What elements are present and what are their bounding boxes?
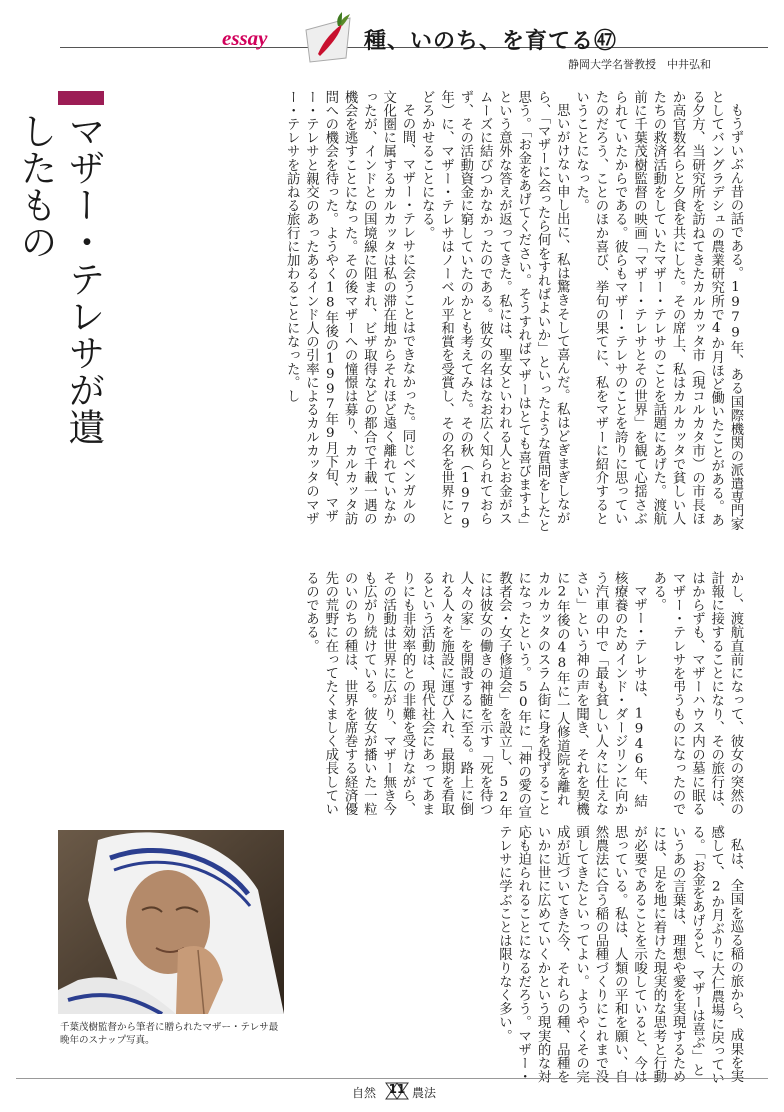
paragraph: その間、マザー・テレサに会うことはできなかった。同じベンガルの文化圏に属するカルカッタは私の滞在地からそれほど遠く離れていなかったが、インドとの国境線に阻まれ、ビザ取得などの都合で千載一遇の機会を逃すことになった。その後マザーへの憧憬は募り、カルカッタ訪問への機会を待った。ようやく18年後の1997年9月下旬、マザー・テレサと親交のあったあるインド人の引率によるカルカッタのマザー・テレサを訪ねる旅行に加わることになった。し bbox=[284, 90, 415, 526]
photo-caption: 千葉茂樹監督から筆者に贈られたマザー・テレサ最晩年のスナップ写真。 bbox=[60, 1022, 279, 1046]
article-title: マザー・テレサが遺したもの bbox=[14, 112, 105, 445]
article-body-block-3 bbox=[295, 825, 745, 1085]
seedling-logo-icon bbox=[302, 10, 358, 66]
mother-teresa-photo bbox=[58, 830, 284, 1014]
paragraph: かし、渡航直前になって、彼女の突然の計報に接することになり、その旅行は、はからずも、マザーハウス内の墓に眠るマザー・テレサを弔うものになったのである。 bbox=[650, 571, 743, 816]
photo-illustration bbox=[58, 830, 284, 1014]
paragraph: 私は、全国を巡る稲の旅から、成果を実感して、2か月ぶりに大仁農場に戻っている。「お金をあげると、マザーは喜ぶ」というあの言葉は、理想や愛を実現するためには、足を地に着けた現実的な思考と行動が必要であることを示唆していると、今は思っている。私は、人類の平和を願い、自然農法に合う稲の品種づくりにこれまで没頭してきたといってよい。ようやくその完成が近づいてきた今、それらの種、品種をいかに世に広めていくかという現実的な対応も迫られることになるだろう。マザー・テレサに学ぶことは限りなく多い。 bbox=[496, 825, 743, 1085]
article-body-block-2 bbox=[92, 571, 745, 819]
title-accent-bar bbox=[58, 91, 104, 105]
paragraph: 思いがけない申し出に、私は驚きそして喜んだ。私はどぎまぎしながら、「マザーに会ったら何をすればよいか」といったような質問をしたと思う。「お金をあげてください。そうすればマザーはとても喜びますよ」という意外な答えが返ってきた。私には、聖女といわれる人とお金がスムーズに結びつかなかったのである。彼女の名はなお広く知られておらず、その活動資金に窮していたのかとも考えてみた。その秋（1979年）に、マザー・テレサはノーベル平和賞を受賞し、その名を世界にとどろかせることになる。 bbox=[419, 90, 570, 533]
footer-magazine-name-right: 農法 bbox=[412, 1086, 437, 1100]
footer-magazine-name-left: 自然 bbox=[352, 1086, 377, 1100]
page-number: 11 bbox=[388, 1082, 406, 1096]
author-byline: 静岡大学名誉教授 中井弘和 bbox=[568, 58, 711, 71]
footer-rule bbox=[16, 1078, 768, 1079]
article-body-block-1 bbox=[108, 90, 745, 538]
paragraph: マザー・テレサは、1946年、結核療養のためインド・ダージリンに向かう汽車の中で「最も貧しい人々に仕えなさい」という神の声を聞き、それを契機に2年後の48年に一人修道院を離れカルカッタのスラム街に身を投ずることになったという。50年に「神の愛の宣教者会・女子修道会」を設立し、52年には彼女の働きの神髄を示す「死を待つ人々の家」を開設するに至る。路上に倒れる人々を施設に運び入れ、最期を看取るという活動は、現代社会にあってあまりにも非効率的との非難を受けながら、その活動は世界に広がり、マザー無き今も広がり続けている。彼女が播いた一粒のいのちの種は、世界を席巻する経済優先の荒野に在ってたくましく成長しているのである。 bbox=[303, 571, 647, 819]
essay-label: essay bbox=[222, 26, 268, 50]
paragraph: もうずいぶん昔の話である。1979年、ある国際機関の派遣専門家としてバングラデシュの農業研究所で4か月ほど働いたことがある。ある夕方、当研究所を訪ねてきたカルカッタ市（現コルカタ市）の市長ほか高官数名らと夕食を共にした。その席上、私はカルカッタで貧しい人たちの救済活動をしていたマザー・テレサのことを話題にあげた。渡航前に千葉茂樹監督の映画「マザー・テレサとその世界」を観て心揺さぶられていたからである。彼らもマザー・テレサのことを誇りに思っていたのだろう、ことのほか喜び、挙句の果てに、私をマザーに紹介するということになった。 bbox=[573, 90, 743, 532]
series-title: 種、いのち、を育てる㊼ bbox=[364, 28, 618, 54]
